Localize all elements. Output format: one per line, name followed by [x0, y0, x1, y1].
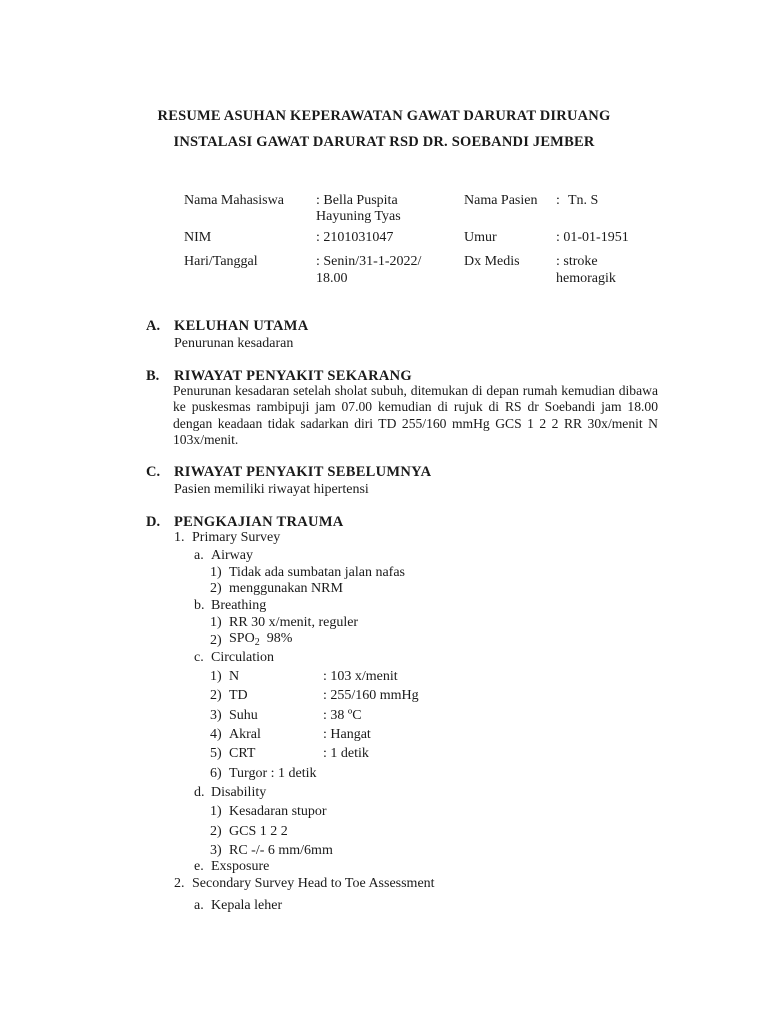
document-title-line2: INSTALASI GAWAT DARURAT RSD DR. SOEBANDI JEMBER: [173, 134, 595, 150]
section-a-text: Penurunan kesadaran: [174, 336, 294, 351]
breathing-item-num: 2): [210, 633, 222, 648]
circulation-item-key: Suhu: [229, 708, 258, 723]
value-dx-medis-1: : stroke: [556, 254, 598, 269]
circulation-item-value: : 38 ºC: [323, 708, 362, 723]
circulation-item-key: Turgor : 1 detik: [229, 766, 317, 781]
airway-item-num: 2): [210, 581, 222, 596]
label-umur: Umur: [464, 230, 497, 245]
circulation-item-value: : 1 detik: [323, 746, 369, 761]
disability-item-text: Kesadaran stupor: [229, 804, 327, 819]
label-dx-medis: Dx Medis: [464, 254, 520, 269]
circulation-item-num: 4): [210, 727, 222, 742]
value-hari-tanggal-2: 18.00: [316, 271, 348, 286]
kepala-leher-label: Kepala leher: [211, 898, 283, 913]
disability-label: Disability: [211, 785, 267, 800]
circulation-item-key: N: [229, 669, 240, 684]
value-nama-pasien: Tn. S: [568, 193, 599, 208]
spo2-value: 98%: [266, 631, 293, 646]
breathing-letter: b.: [194, 598, 205, 613]
label-nama-mahasiswa: Nama Mahasiswa: [184, 193, 284, 208]
exposure-label: Exsposure: [211, 859, 270, 874]
section-d-letter: D.: [146, 514, 161, 530]
disability-item-text: GCS 1 2 2: [229, 824, 288, 839]
airway-item-text: Tidak ada sumbatan jalan nafas: [229, 565, 405, 580]
value-nim: : 2101031047: [316, 230, 394, 245]
primary-survey-label: Primary Survey: [192, 530, 281, 545]
circulation-label: Circulation: [211, 650, 274, 665]
breathing-item-num: 1): [210, 615, 222, 630]
section-b-title: RIWAYAT PENYAKIT SEKARANG: [174, 368, 412, 384]
circulation-item-value: : Hangat: [323, 727, 371, 742]
colon-nama-pasien: :: [556, 193, 560, 208]
section-c-letter: C.: [146, 464, 161, 480]
circulation-item-num: 5): [210, 746, 222, 761]
section-c-text: Pasien memiliki riwayat hipertensi: [174, 482, 369, 497]
section-a-title: KELUHAN UTAMA: [174, 318, 309, 334]
section-d-title: PENGKAJIAN TRAUMA: [174, 514, 344, 530]
circulation-letter: c.: [194, 650, 204, 665]
circulation-item-value: : 255/160 mmHg: [323, 688, 419, 703]
circulation-item-key: CRT: [229, 746, 256, 761]
secondary-survey-label: Secondary Survey Head to Toe Assessment: [192, 876, 435, 891]
value-dx-medis-2: hemoragik: [556, 271, 616, 286]
exposure-letter: e.: [194, 859, 204, 874]
secondary-survey-num: 2.: [174, 876, 185, 891]
value-nama-mahasiswa-2: Hayuning Tyas: [316, 209, 401, 224]
value-nama-mahasiswa-1: : Bella Puspita: [316, 193, 398, 208]
circulation-item-key: TD: [229, 688, 248, 703]
section-c-title: RIWAYAT PENYAKIT SEBELUMNYA: [174, 464, 432, 480]
primary-survey-num: 1.: [174, 530, 185, 545]
circulation-item-num: 2): [210, 688, 222, 703]
breathing-item-text: RR 30 x/menit, reguler: [229, 615, 359, 630]
disability-letter: d.: [194, 785, 205, 800]
disability-item-num: 2): [210, 824, 222, 839]
circulation-item-key: Akral: [229, 727, 261, 742]
section-b-letter: B.: [146, 368, 160, 384]
spo2-text: SPO: [229, 631, 255, 646]
disability-item-num: 3): [210, 843, 222, 858]
circulation-item-num: 1): [210, 669, 222, 684]
airway-label: Airway: [211, 548, 253, 563]
section-b-paragraph: Penurunan kesadaran setelah sholat subuh, ditemukan di depan rumah kemudian dibawa ke puskesmas rambipuji jam 07.00 kemudian di rujuk di RS dr Soebandi jam 18.00 dengan keadaan tidak sadarkan diri TD 255/160 mmHg GCS 1 2 2 RR 30x/menit N 103x/menit.: [173, 383, 658, 448]
value-hari-tanggal-1: : Senin/31-1-2022/: [316, 254, 422, 269]
circulation-item-num: 3): [210, 708, 222, 723]
breathing-item-spo2: [229, 631, 292, 648]
value-umur: : 01-01-1951: [556, 230, 629, 245]
label-nim: NIM: [184, 230, 212, 245]
airway-item-text: menggunakan NRM: [229, 581, 343, 596]
document-title-line1: RESUME ASUHAN KEPERAWATAN GAWAT DARURAT DIRUANG: [157, 108, 611, 124]
circulation-item-num: 6): [210, 766, 222, 781]
label-nama-pasien: Nama Pasien: [464, 193, 538, 208]
breathing-label: Breathing: [211, 598, 267, 613]
disability-item-text: RC -/- 6 mm/6mm: [229, 843, 333, 858]
circulation-item-value: : 103 x/menit: [323, 669, 398, 684]
airway-item-num: 1): [210, 565, 222, 580]
airway-letter: a.: [194, 548, 204, 563]
label-hari-tanggal: Hari/Tanggal: [184, 254, 258, 269]
disability-item-num: 1): [210, 804, 222, 819]
kepala-leher-letter: a.: [194, 898, 204, 913]
section-a-letter: A.: [146, 318, 161, 334]
spo2-subscript: 2: [254, 637, 260, 648]
